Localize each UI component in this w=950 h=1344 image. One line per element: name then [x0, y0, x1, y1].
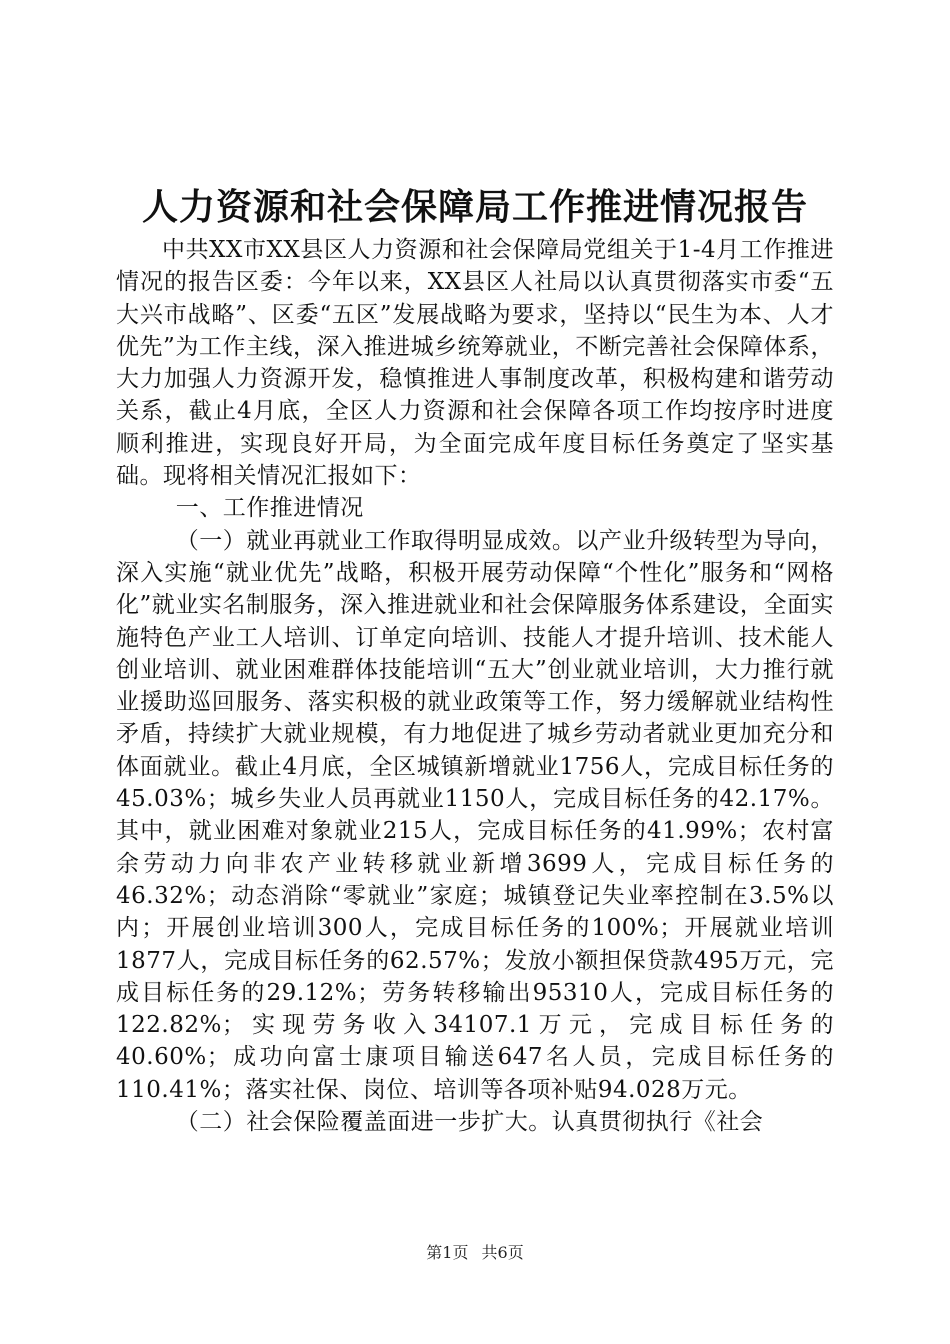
document-title: 人力资源和社会保障局工作推进情况报告: [141, 186, 808, 228]
section-heading: 一、工作推进情况: [175, 495, 364, 522]
page-footer: [0, 1240, 950, 1263]
document-body: [116, 234, 834, 1138]
employment-paragraph: （一）就业再就业工作取得明显成效。以产业升级转型为导向，深入实施“就业优先”战略，积极开展劳动保障“个性化”服务和“网格化”就业实名制服务，深入推进就业和社会保障服务体系建设，全面实施特色产业工人培训、订单定向培训、技能人才提升培训、技术能人创业培训、就业困难群体技能培训“五大”创业就业培训，大力推行就业援助巡回服务、落实积极的就业政策等工作，努力缓解就业结构性矛盾，持续扩大就业规模，有力地促进了城乡劳动者就业更加充分和体面就业。截止4月底，全区城镇新增就业1756人，完成目标任务的45.03%；城乡失业人员再就业1150人，完成目标任务的42.17%。其中，就业困难对象就业215人，完成目标任务的41.99%；农村富余劳动力向非农产业转移就业新增3699人，完成目标任务的46.32%；动态消除“零就业”家庭；城镇登记失业率控制在3.5%以内；开展创业培训300人，完成目标任务的100%；开展就业培训1877人，完成目标任务的62.57%；发放小额担保贷款495万元，完成目标任务的29.12%；劳务转移输出95310人，完成目标任务的122.82%；实现劳务收入34107.1万元，完成目标任务的40.60%；成功向富士康项目输送647名人员，完成目标任务的110.41%；落实社保、岗位、培训等各项补贴94.028万元。: [116, 527, 834, 1103]
intro-paragraph: 中共XX市XX县区人力资源和社会保障局党组关于1-4月工作推进情况的报告区委：今年以来，XX县区人社局以认真贯彻落实市委“五大兴市战略”、区委“五区”发展战略为要求，坚持以“民生为本、人才优先”为工作主线，深入推进城乡统筹就业，不断完善社会保障体系，大力加强人力资源开发，稳慎推进人事制度改革，积极构建和谐劳动关系，截止4月底，全区人力资源和社会保障各项工作均按序时进度顺利推进，实现良好开局，为全面完成年度目标任务奠定了坚实基础。现将相关情况汇报如下：: [116, 237, 834, 490]
page-number: 第1页: [426, 1243, 469, 1262]
page-total: 共6页: [481, 1243, 524, 1262]
social-insurance-paragraph: （二）社会保险覆盖面进一步扩大。认真贯彻执行《社会: [175, 1109, 764, 1136]
